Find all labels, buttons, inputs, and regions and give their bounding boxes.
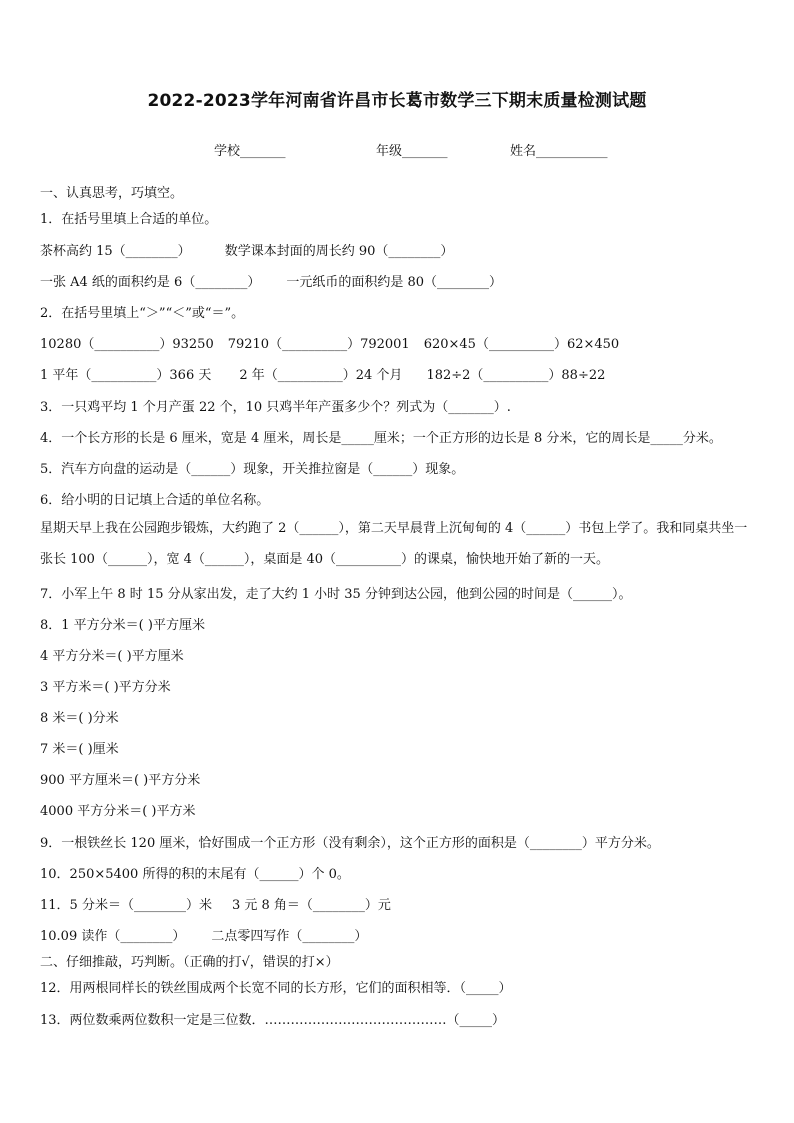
question-2d: 1 平年（__________）366 天 [40,368,212,383]
question-8d: 8 米＝( )分米 [40,711,119,726]
question-8e: 7 米＝( )厘米 [40,742,119,757]
question-2e: 2 年（__________）24 个月 [239,368,403,383]
question-4: 4．一个长方形的长是 6 厘米，宽是 4 厘米，周长是_____厘米；一个正方形的边长是 8 分米，它的周长是_____分米。 [40,431,722,446]
question-11-row-2 [40,925,760,944]
question-6: 6．给小明的日记填上合适的单位名称。 [40,493,270,508]
section-1-heading: 一、认真思考，巧填空。 [40,186,184,201]
question-8c: 3 平方米＝( )平方分米 [40,680,171,695]
question-1c: 一张 A4 纸的面积约是 6（________） [40,275,261,290]
question-13: 13．两位数乘两位数积一定是三位数．……………………………………（_____） [40,1013,506,1028]
grade-field: 年级_______ [376,144,448,159]
question-11-row-1 [40,894,760,913]
name-field: 姓名___________ [510,144,608,159]
section-2-heading: 二、仔细推敲，巧判断。（正确的打√，错误的打×） [40,955,339,970]
question-2: 2．在括号里填上“＞”“＜”或“＝”。 [40,306,245,321]
question-11d: 二点零四写作（________） [211,929,368,944]
question-2c: 620×45（__________）62×450 [423,337,620,352]
school-field: 学校_______ [214,144,286,159]
question-11b: 3 元 8 角＝（________）元 [231,898,391,913]
question-2a: 10280（__________）93250 [40,337,214,352]
question-5: 5．汽车方向盘的运动是（______）现象，开关推拉窗是（______）现象。 [40,462,465,477]
question-3: 3．一只鸡平均 1 个月产蛋 22 个，10 只鸡半年产蛋多少个？列式为（_______）. [40,400,511,415]
question-8b: 4 平方分米＝( )平方厘米 [40,649,184,664]
question-9: 9．一根铁丝长 120 厘米，恰好围成一个正方形（没有剩余），这个正方形的面积是（________）平方分米。 [40,836,660,851]
question-1a: 茶杯高约 15（________） [40,244,191,259]
question-1: 1．在括号里填上合适的单位。 [40,212,218,227]
question-1d: 一元纸币的面积约是 80（________） [286,275,503,290]
question-11a: 11．5 分米＝（________）米 [40,898,212,913]
question-10: 10．250×5400 所得的积的末尾有（______）个 0。 [40,867,350,882]
question-1b: 数学课本封面的周长约 90（________） [224,244,454,259]
question-2-row-2 [40,364,760,383]
question-1-row-2 [40,271,760,290]
question-1-row-1 [40,240,760,259]
question-2-row-1 [40,333,760,352]
question-2b: 79210（__________）792001 [227,337,410,352]
question-7: 7．小军上午 8 时 15 分从家出发，走了大约 1 小时 35 分钟到达公园，他到公园的时间是（______）。 [40,587,632,602]
question-8: 8．1 平方分米＝( )平方厘米 [40,618,205,633]
question-8g: 4000 平方分米＝( )平方米 [40,804,196,819]
page-title: 2022-2023学年河南省许昌市长葛市数学三下期末质量检测试题 [147,91,647,111]
question-11c: 10.09 读作（________） [40,929,186,944]
question-2f: 182÷2（__________）88÷22 [426,368,606,383]
question-6-diary: 星期天早上我在公园跑步锻炼，大约跑了 2（______），第二天早晨背上沉甸甸的 4（______）书包上学了。我和同桌共坐一张长 100（______），宽 4（______），桌面是 40（__________）的课桌，愉快地开始了新的一天。 [40,521,748,567]
question-8f: 900 平方厘米＝( )平方分米 [40,773,201,788]
question-12: 12．用两根同样长的铁丝围成两个长宽不同的长方形，它们的面积相等．（_____） [40,981,512,996]
